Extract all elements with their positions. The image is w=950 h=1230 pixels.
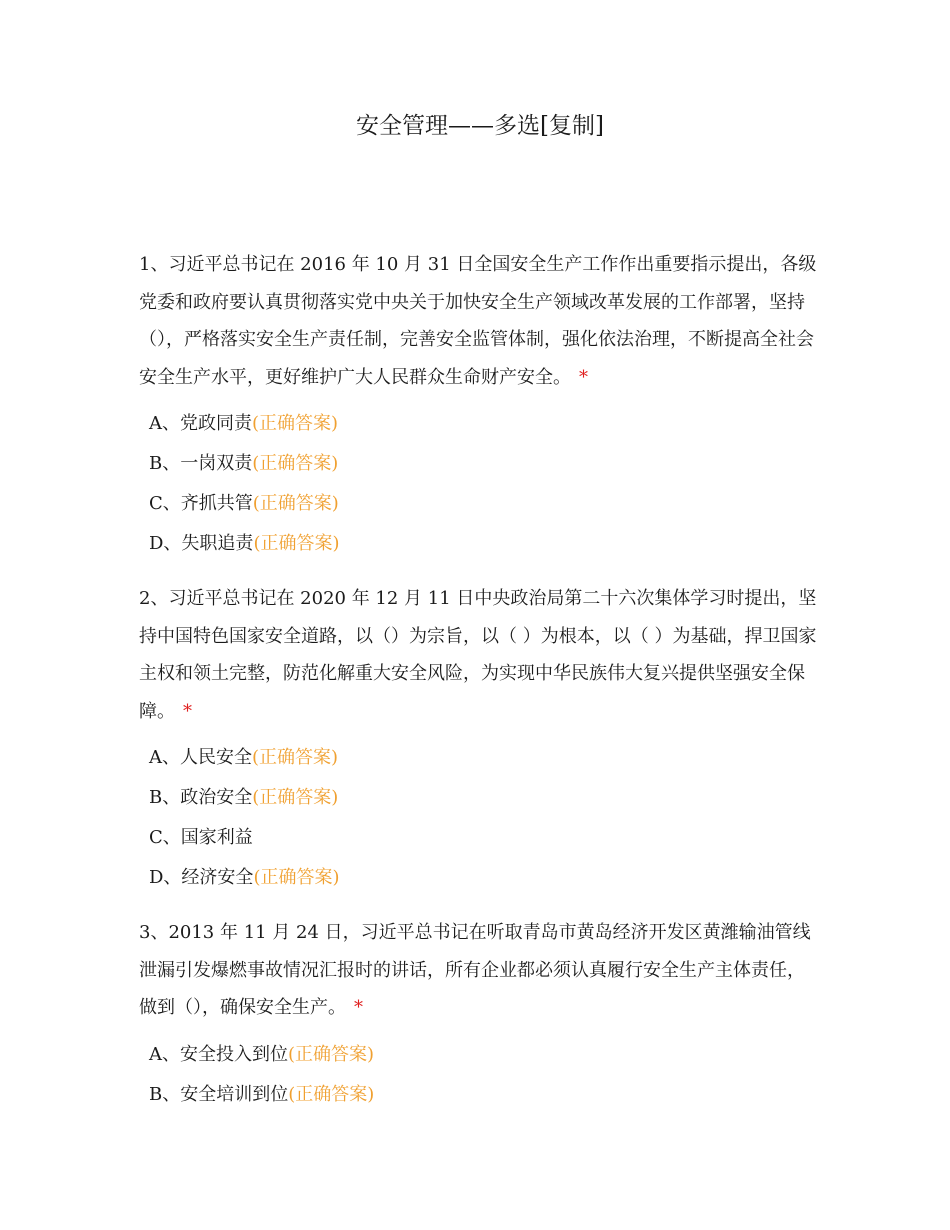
question-text-content: 1、习近平总书记在 2016 年 10 月 31 日全国安全生产工作作出重要指示提出，各级党委和政府要认真贯彻落实党中央关于加快安全生产领域改革发展的工作部署，坚持（），严格落实安全生产责任制，完善安全监管体制，强化依法治理，不断提高全社会安全生产水平，更好维护广大人民群众生命财产安全。 [139, 254, 817, 388]
correct-answer-mark: (正确答案) [252, 413, 339, 434]
option-a[interactable] [139, 404, 819, 444]
correct-answer-mark: (正确答案) [252, 787, 339, 808]
correct-answer-mark: (正确答案) [252, 493, 339, 514]
option-label: A、安全投入到位 [149, 1043, 288, 1065]
option-label: D、失职追责 [149, 533, 254, 554]
option-label: B、安全培训到位 [149, 1083, 289, 1105]
option-d[interactable] [139, 524, 819, 564]
correct-answer-mark: (正确答案) [253, 867, 340, 888]
correct-answer-mark: (正确答案) [288, 1043, 375, 1065]
option-label: D、经济安全 [149, 867, 254, 888]
question-text [139, 580, 819, 730]
option-b[interactable] [139, 444, 819, 484]
question-text-content: 3、2013 年 11 月 24 日，习近平总书记在听取青岛市黄岛经济开发区黄潍输油管线泄漏引发爆燃事故情况汇报时的讲话，所有企业都必须认真履行安全生产主体责任，做到（），确保安全生产。 [139, 922, 811, 1018]
option-label: A、人民安全 [149, 747, 252, 768]
option-list [139, 1035, 819, 1115]
option-label: C、齐抓共管 [149, 493, 253, 514]
option-c[interactable] [139, 484, 819, 524]
correct-answer-mark: (正确答案) [252, 747, 339, 768]
option-label: B、一岗双责 [149, 453, 253, 474]
correct-answer-mark: (正确答案) [253, 533, 340, 554]
required-mark: * [183, 700, 192, 722]
option-d[interactable] [139, 858, 819, 898]
option-label: B、政治安全 [149, 787, 253, 808]
question-3 [139, 914, 819, 1115]
question-text-content: 2、习近平总书记在 2020 年 12 月 11 日中央政治局第二十六次集体学习时提出，坚持中国特色国家安全道路，以（）为宗旨，以（ ）为根本，以（ ）为基础，捍卫国家主权和领土完整，防范化解重大安全风险，为实现中华民族伟大复兴提供坚强安全保障。 [139, 588, 817, 722]
option-a[interactable] [139, 738, 819, 778]
correct-answer-mark: (正确答案) [252, 453, 339, 474]
correct-answer-mark: (正确答案) [288, 1083, 375, 1105]
option-list [139, 738, 819, 898]
option-b[interactable] [139, 778, 819, 818]
page-title: 安全管理——多选[复制] [356, 113, 604, 139]
question-1 [139, 246, 819, 564]
question-text [139, 246, 819, 396]
required-mark: * [354, 997, 363, 1018]
option-c[interactable] [139, 818, 819, 858]
option-b[interactable] [139, 1075, 819, 1115]
required-mark: * [579, 366, 588, 388]
question-text [139, 914, 819, 1027]
option-a[interactable] [139, 1035, 819, 1075]
option-label: A、党政同责 [149, 413, 252, 434]
option-list [139, 404, 819, 564]
question-2 [139, 580, 819, 898]
option-label: C、国家利益 [149, 827, 253, 848]
